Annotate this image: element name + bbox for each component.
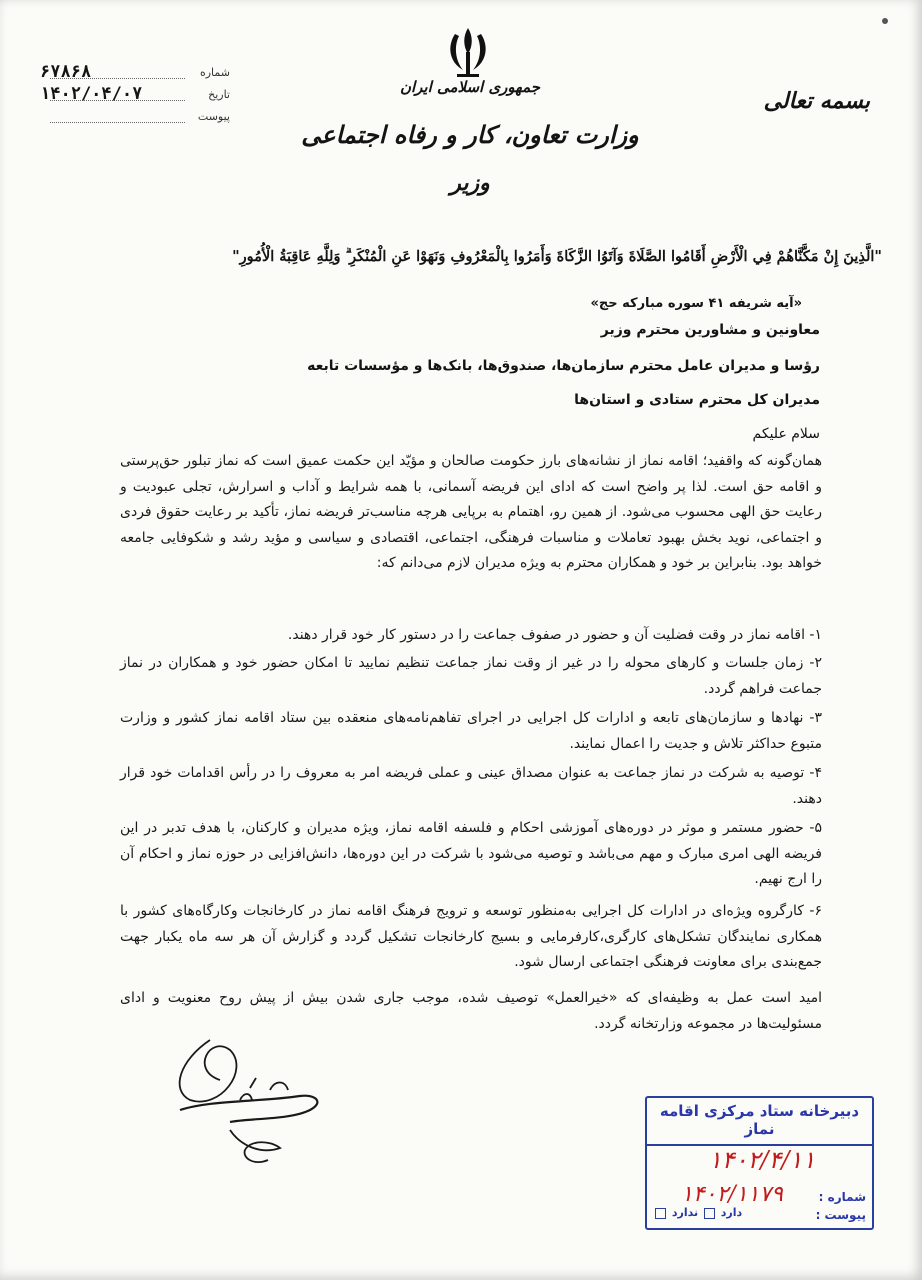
list-item: ۴- توصیه به شرکت در نماز جماعت به عنوان مصداق عینی و عملی فریضه امر به معروف را در رأس اقدامات خود قرار دهند. xyxy=(120,765,822,807)
republic-title: جمهوری اسلامی ایران xyxy=(399,78,541,96)
stamp-title: دبیرخانه ستاد مرکزی اقامه نماز xyxy=(647,1102,872,1146)
number-row xyxy=(40,62,240,84)
addressee-directors: مدیران کل محترم ستادی و استان‌ها xyxy=(574,392,820,408)
signature xyxy=(150,1030,350,1170)
ministry-title: وزارت تعاون، کار و رفاه اجتماعی xyxy=(301,120,639,149)
addressee-heads: رؤسا و مدیران عامل محترم سازمان‌ها، صندوق‌ها، بانک‌ها و مؤسسات تابعه xyxy=(307,358,820,374)
stamp-attachment-options xyxy=(653,1206,742,1219)
has-attachment-label: دارد xyxy=(720,1206,743,1219)
date-row xyxy=(40,84,240,106)
checkbox-icon xyxy=(655,1208,666,1219)
intro-paragraph: همان‌گونه که واقفید؛ اقامه نماز از نشانه‌های بارز حکومت صالحان و مؤیّد این حکمت عمیق است که نماز تبلور حق‌پرستی و اقامه حق است. لذا پر واضح است که ادای این فریضه آسمانی، با همه شرایط و آداب و اسرارش، تجلی عبودیت و رعایت حق الهی محسوب می‌شود. از همین رو، اهتمام به برپایی هرچه مناسب‌تر فریضه نماز، تأکید بر رعایت حقوق فردی و اجتماعی، نوید بخش بهبود تعاملات و مناسبات فرهنگی، اجتماعی، اقتصادی و سیاسی و مؤید رشد و شکوفایی جامعه خواهد بود. بنابراین بر خود و همکاران محترم به ویژه مدیران لازم می‌دانم که: xyxy=(120,453,822,572)
invocation-heading: بسمه تعالی xyxy=(763,88,870,114)
attachment-row xyxy=(40,106,240,128)
stamp-number-label: شماره : xyxy=(818,1190,866,1204)
quran-verse: "الَّذِينَ إِنْ مَكَّنَّاهُمْ فِي الْأَرْضِ أَقَامُوا الصَّلَاةَ وَآتَوُا الزَّكَاةَ وَأَمَرُوا بِالْمَعْرُوفِ وَنَهَوْا عَنِ الْمُنْكَرِ ۗ وَلِلَّهِ عَاقِبَةُ الْأُمُورِ" xyxy=(232,248,882,265)
closing-paragraph: امید است عمل به وظیفه‌ای که «خیرالعمل» توصیف شده، موجب جاری شدن بیش از پیش روح معنویت و ادای مسئولیت‌ها در مجموعه وزارتخانه گردد. xyxy=(120,990,822,1032)
list-item: ۲- زمان جلسات و کارهای محوله را در غیر از وقت نماز جماعت تنظیم نمایید تا امکان حضور خود و همکاران در نماز جماعت فراهم گردد. xyxy=(120,655,822,697)
iran-emblem-icon xyxy=(443,24,493,82)
list-item: ۳- نهادها و سازمان‌های تابعه و ادارات کل اجرایی در اجرای تفاهم‌نامه‌های منعقده بین ستاد اقامه نماز کشور و وزارت متبوع حداکثر تلاش و جدیت را اعمال نمایند. xyxy=(120,710,822,752)
letter-meta xyxy=(40,62,240,128)
checkbox-icon xyxy=(704,1208,715,1219)
stamp-number: ۱۴۰۲/۱۱۷۹ xyxy=(681,1182,783,1207)
number-value: ۶۷۸۶۸ xyxy=(40,62,92,82)
list-item: ۶- کارگروه ویژه‌ای در ادارات کل اجرایی به‌منظور توسعه و ترویج فرهنگ اقامه نماز در کارخانجات وکارگاه‌های کشور با همکاری نمایندگان تشکل‌های کارگری،کارفرمایی و بسیج کارخانجات تشکیل گردد و گزارش آن هر سه ماه یکبار جهت جمع‌بندی برای معاونت فرهنگی اجتماعی ارسال شود. xyxy=(120,903,822,971)
list-item: ۵- حضور مستمر و موثر در دوره‌های آموزشی احکام و فلسفه اقامه نماز، ویژه مدیران و کارکنان، با هدف تدبر در این فریضه الهی امری مبارک و مهم می‌باشد و توصیه می‌شود با شرکت در این دوره‌ها، دانش‌افزایی در حوزه نماز و احکام آن را ارج نهیم. xyxy=(120,820,822,888)
list-item: ۱- اقامه نماز در وقت فضلیت آن و حضور در صفوف جماعت را در دستور کار خود قرار دهند. xyxy=(287,627,822,643)
attachment-label: پیوست xyxy=(197,110,230,123)
addressee-deputies: معاونین و مشاورین محترم وزیر xyxy=(600,322,820,338)
greeting: سلام علیکم xyxy=(752,426,820,442)
stamp-date: ۱۴۰۲/۴/۱۱ xyxy=(708,1146,816,1174)
registry-stamp xyxy=(645,1096,874,1230)
date-value: ۱۴۰۲/۰۴/۰۷ xyxy=(40,84,143,104)
stamp-attachment-label: پیوست : xyxy=(815,1208,866,1222)
corner-mark-icon xyxy=(878,14,892,28)
date-label: تاریخ xyxy=(208,88,230,101)
no-attachment-label: ندارد xyxy=(671,1206,699,1219)
verse-reference: «آیه شریفه ۴۱ سوره مبارکه حج» xyxy=(590,296,802,311)
number-label: شماره xyxy=(199,66,230,79)
office-title: وزیر xyxy=(450,170,490,196)
